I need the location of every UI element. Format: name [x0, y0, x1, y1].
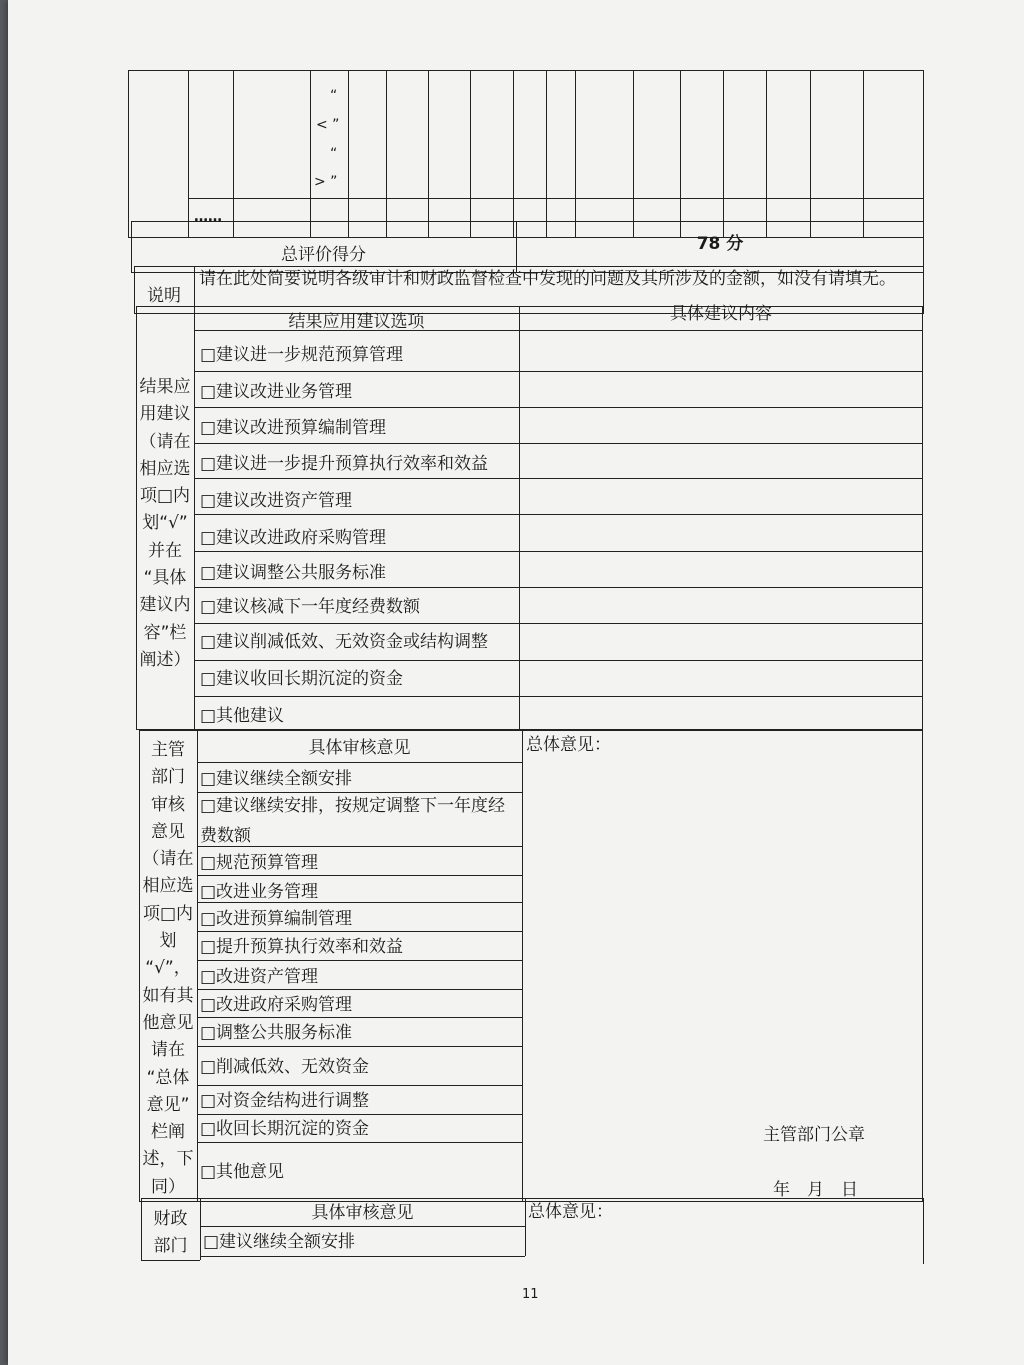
- competent-option-12[interactable]: □收回长期沉淀的资金: [200, 1119, 370, 1139]
- suggestions-content-header: 具体建议内容: [670, 304, 772, 324]
- seal-date: 年 月 日: [773, 1180, 858, 1200]
- page-number: 11: [522, 1287, 539, 1302]
- finance-side-label: 财政 部门: [153, 1209, 188, 1257]
- suggestion-option-2[interactable]: □建议改进业务管理: [200, 382, 353, 402]
- competent-option-6[interactable]: □提升预算执行效率和效益: [200, 937, 404, 957]
- department-seal-label: 主管部门公章: [763, 1125, 865, 1145]
- suggestion-option-11[interactable]: □其他建议: [200, 706, 285, 726]
- competent-option-3[interactable]: □规范预算管理: [200, 853, 319, 873]
- competent-option-1[interactable]: □建议继续全额安排: [200, 769, 353, 789]
- suggestion-option-10[interactable]: □建议收回长期沉淀的资金: [200, 669, 404, 689]
- competent-option-2-cont: 费数额: [200, 826, 251, 846]
- competent-option-5[interactable]: □改进预算编制管理: [200, 909, 353, 929]
- suggestion-option-7[interactable]: □建议调整公共服务标准: [200, 563, 387, 583]
- suggestions-side-label: 结果应 用建议 （请在 相应选 项□内 划“√” 并在 “具体 建议内 容”栏 阐述）: [139, 377, 191, 670]
- score-value: 78 分: [696, 234, 744, 254]
- competent-option-10[interactable]: □削减低效、无效资金: [200, 1057, 370, 1077]
- competent-option-7[interactable]: □改进资产管理: [200, 967, 319, 987]
- suggestion-option-8[interactable]: □建议核减下一年度经费数额: [200, 597, 421, 617]
- symbol-less-than: < ”: [316, 117, 340, 133]
- finance-option-1[interactable]: □建议继续全额安排: [203, 1232, 356, 1252]
- note-text: 请在此处简要说明各级审计和财政监督检查中发现的问题及其所涉及的金额，如没有请填无。: [199, 269, 896, 289]
- competent-option-13[interactable]: □其他意见: [200, 1162, 285, 1182]
- suggestions-options-header: 结果应用建议选项: [288, 312, 425, 332]
- suggestions-section: [136, 306, 923, 730]
- competent-review-side-label: 主管 部门 审核 意见 （请在 相应选 项□内 划 “√”， 如有其 他意见 请在 “总体 意见” 栏阐 述，下 同）: [142, 740, 194, 1197]
- suggestion-option-1[interactable]: □建议进一步规范预算管理: [200, 345, 404, 365]
- competent-option-8[interactable]: □改进政府采购管理: [200, 995, 353, 1015]
- symbol-open-quote-2: “: [330, 146, 338, 162]
- competent-option-11[interactable]: □对资金结构进行调整: [200, 1091, 370, 1111]
- note-label: 说明: [147, 286, 181, 306]
- suggestion-option-6[interactable]: □建议改进政府采购管理: [200, 528, 387, 548]
- symbol-greater-than: > ”: [314, 174, 338, 190]
- finance-top-line: [141, 1198, 923, 1199]
- competent-overall-label: 总体意见：: [526, 735, 611, 755]
- competent-review-header: 具体审核意见: [308, 738, 411, 758]
- competent-option-9[interactable]: □调整公共服务标准: [200, 1023, 353, 1043]
- symbol-open-quote-1: “: [330, 88, 338, 104]
- ellipsis: ……: [194, 209, 222, 225]
- suggestion-option-4[interactable]: □建议进一步提升预算执行效率和效益: [200, 454, 489, 474]
- document-page: [8, 0, 1024, 1365]
- competent-option-2[interactable]: □建议继续安排，按规定调整下一年度经: [200, 796, 506, 816]
- suggestion-option-9[interactable]: □建议削减低效、无效资金或结构调整: [200, 632, 489, 652]
- finance-overall-label: 总体意见：: [528, 1202, 613, 1222]
- suggestion-option-3[interactable]: □建议改进预算编制管理: [200, 418, 387, 438]
- competent-option-4[interactable]: □改进业务管理: [200, 882, 319, 902]
- score-label: 总评价得分: [281, 245, 366, 265]
- top-grid: [128, 70, 924, 238]
- suggestion-option-5[interactable]: □建议改进资产管理: [200, 491, 353, 511]
- finance-review-header: 具体审核意见: [311, 1203, 414, 1223]
